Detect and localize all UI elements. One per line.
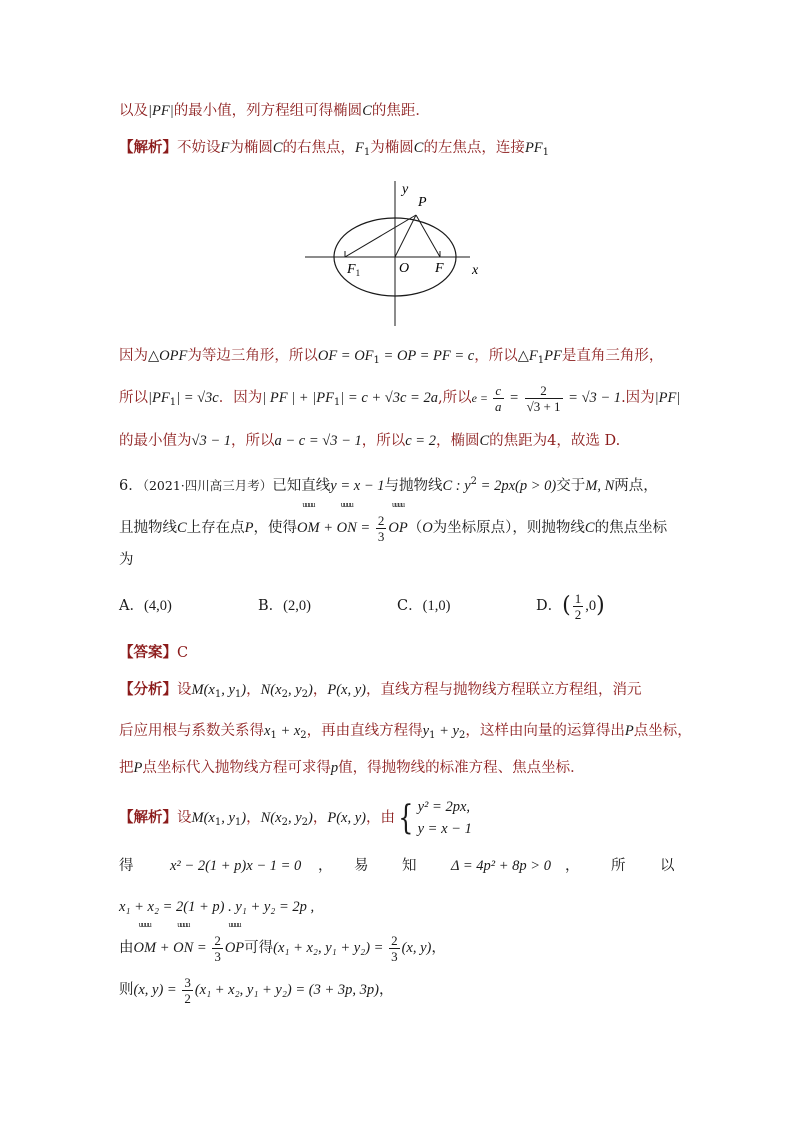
- vector-OP: uuuu OP: [388, 500, 408, 536]
- analysis-line-1: 【分析】设$M(x_1$, $y_1$)，$N(x_2$, $y_2$)，P(x, y)，直线方程与抛物线方程联立方程组，消元: [119, 681, 642, 700]
- fraction-c-over-a: $\frac{c}{a}$: [495, 382, 502, 414]
- option-d[interactable]: D．( $\frac{1}{2}$ ,0): [536, 590, 605, 622]
- label-x: x: [472, 263, 479, 278]
- answer-value: C: [177, 645, 189, 661]
- option-c[interactable]: C．(1,0): [397, 598, 451, 614]
- fraction-3-2: $\frac{3}{2}$: [184, 974, 191, 1006]
- label-F1: $F_1$: [347, 262, 361, 278]
- label-F: F: [435, 261, 444, 276]
- option-b[interactable]: B．(2,0): [258, 598, 311, 614]
- label-P: P: [418, 195, 427, 210]
- label-O: O: [399, 261, 410, 276]
- vector-OM: uuuu OM: [297, 500, 320, 536]
- vector-ON: uuuu ON: [336, 500, 357, 536]
- answer-line: 【答案】C: [119, 644, 189, 661]
- fraction-2-3: $\frac{2}{3}$: [377, 512, 385, 544]
- fraction-1-2: $\frac{1}{2}$: [574, 590, 582, 622]
- text-line-3: 因为△OPF为等边三角形，所以OF = $OF_1$ = OP = PF = c，所以$\triangle F_1PF$是直角三角形，: [119, 348, 664, 366]
- analysis-tag: 【解析】: [119, 139, 177, 156]
- segment-PF: [416, 215, 440, 257]
- equation-system: y² = 2px, y = x − 1: [417, 799, 472, 837]
- option-a[interactable]: A．(4,0): [119, 598, 172, 614]
- text-line-5: 的最小值为√3 − 1，所以a − c = √3 − 1，所以c = 2，椭圆C的焦距为4，故选 D.: [119, 433, 621, 449]
- text-line-1: 以及|PF|的最小值，列方程组可得椭圆C的焦距．: [119, 103, 430, 119]
- text-line-4: 所以$|PF_1| = √3c$．因为| PF | + $|PF_1| = c + √3c = 2a$,所以e = $\frac{c}{a}$ = $\frac{2}{√3 + 1}$ = √3 − 1.因为|PF|: [119, 382, 681, 414]
- solution-line-1: 【解析】设$M(x_1$, $y_1$)，$N(x_2$, $y_2$)，P(x, y)，由{ y² = 2px, y = x − 1: [119, 798, 472, 838]
- solution-line-3: x₁ + x₂ = 2(1 + p) . y₁ + y₂ = 2p ,: [119, 899, 315, 915]
- solution-line-5: 则(x, y) = $\frac{3}{2}$ (x₁ + x₂, y₁ + y₂) = (3 + 3p, 3p)，: [119, 974, 394, 1006]
- question-6-line-1: 6．（2021·四川高三月考）已知直线y = x − 1与抛物线C : $y^2 = 2px(p > 0)$交于M, N两点，: [119, 476, 658, 494]
- analysis-line-2: 后应用根与系数关系得$x_1 + x_2$，再由直线方程得$y_1 + y_2$，这样由向量的运算得出P点坐标，: [119, 723, 692, 741]
- label-y: y: [402, 182, 409, 197]
- ellipse-figure: [300, 176, 490, 328]
- analysis-line-3: 把P点坐标代入抛物线方程可求得p值，得抛物线的标准方程、焦点坐标．: [119, 760, 585, 776]
- fraction-2-over-root3plus1: $\frac{2}{√3 + 1}$: [526, 382, 561, 414]
- solution-line-4: 由 uuuu OM + uuuu ON = $\frac{2}{3}$ uuuu OP可得(x₁ + x₂, y₁ + y₂) = $\frac{2}{3}$ (x, y)，: [119, 920, 446, 964]
- system-brace: {: [398, 798, 414, 838]
- question-6-line-2: 且抛物线C上存在点P，使得 uuuu OM + uuuu ON = $\frac{2}{3}$ uuuu OP（O为坐标原点），则抛物线C的焦点坐标: [119, 510, 667, 546]
- question-6-line-3: 为: [119, 552, 134, 568]
- solution-intro-line: 【解析】不妨设F为椭圆C的右焦点，$F_1$为椭圆C的左焦点，连接$PF_1$: [119, 139, 550, 158]
